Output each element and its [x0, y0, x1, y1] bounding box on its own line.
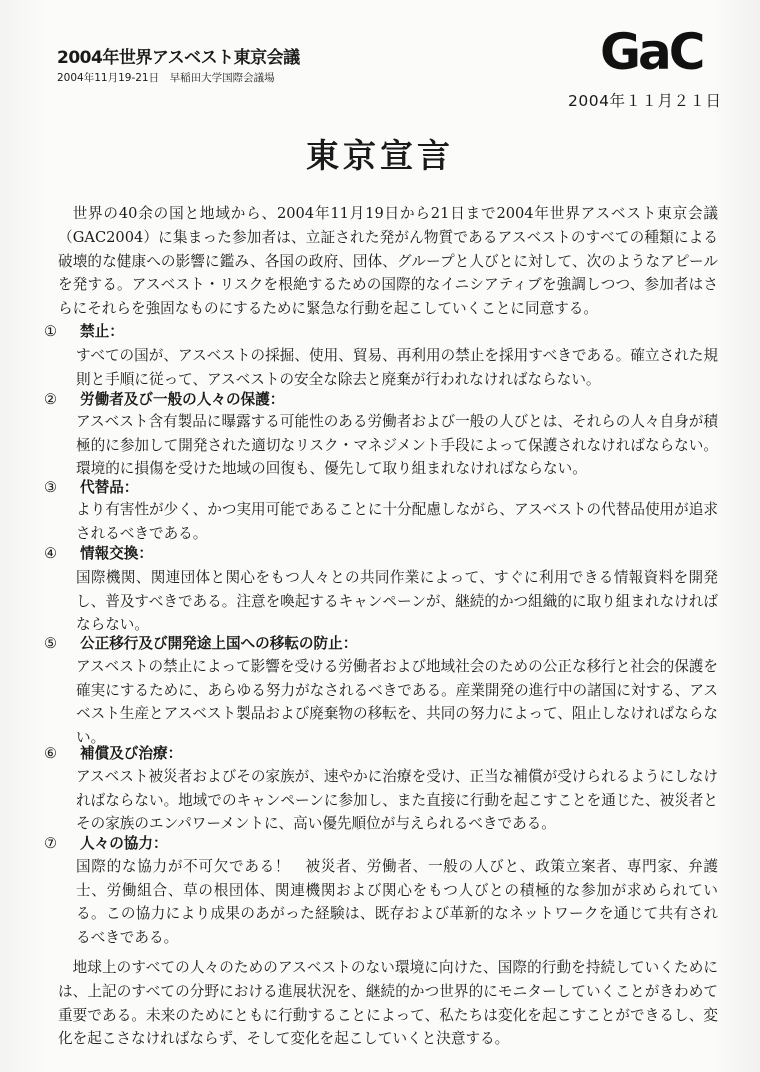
item-7-number: ⑦ — [44, 835, 58, 852]
intro-paragraph-block — [58, 202, 718, 321]
item-5-title: 公正移行及び開発途上国への移転の防止： — [80, 635, 358, 652]
item-1-title: 禁止： — [80, 323, 124, 340]
item-1-heading — [44, 320, 124, 341]
item-6-heading — [44, 742, 182, 763]
item-7-text: 国際的な協力が不可欠である！ 被災者、労働者、一般の人びと、政策立案者、専門家、弁護士、労働組合、草の根団体、関連機関および関心をもつ人びとの積極的な参加が求められている。この協力により成果のあがった経験は、既存および革新的なネットワークを通じて共有されるべきである。 — [76, 858, 718, 946]
item-5-text: アスベストの禁止によって影響を受ける労働者および地域社会のための公正な移行と社会的保護を確実にするために、あらゆる努力がなされるべきである。産業開発の進行中の諸国に対する、アスベスト生産とアスベスト製品および廃棄物の移転を、共同の努力によって、阻止しなければならない。 — [76, 658, 718, 746]
item-2-title: 労働者及び一般の人々の保護： — [80, 391, 285, 408]
item-1-number: ① — [44, 323, 58, 340]
item-4-title: 情報交換： — [80, 545, 153, 562]
item-3-text: より有害性が少く、かつ実用可能であることに十分配慮しながら、アスベストの代替品使用が追求されるべきである。 — [76, 501, 718, 542]
item-1-text: すべての国が、アスベストの採掘、使用、貿易、再利用の禁止を採用すべきである。確立された規則と手順に従って、アスベストの安全な除去と廃棄が行われなければならない。 — [76, 347, 718, 388]
item-3-number: ③ — [44, 479, 58, 496]
item-4-heading — [44, 542, 153, 563]
document-date: 2004年１１月２１日 — [568, 92, 722, 110]
item-5-heading — [44, 632, 357, 653]
conference-title: 2004年世界アスベスト東京会議 — [57, 48, 300, 68]
conference-subtitle: 2004年11月19-21日 早稲田大学国際会議場 — [57, 72, 275, 84]
item-2-text: アスベスト含有製品に曝露する可能性のある労働者および一般の人びとは、それらの人々自身が積極的に参加して開発された適切なリスク・マネジメント手段によって保護されなければならない。環境的に損傷を受けた地域の回復も、優先して取り組まれなければならない。 — [76, 413, 718, 478]
item-3-title: 代替品： — [80, 479, 139, 496]
intro-paragraph: 世界の40余の国と地域から、2004年11月19日から21日まで2004年世界アスベスト東京会議（GAC2004）に集まった参加者は、立証された発がん物質であるアスベストのすべての種類による破壊的な健康への影響に鑑み、各国の政府、団体、グループと人びとに対して、次のようなアピールを発する。アスベスト・リスクを根絶するための国際的なイニシアティブを強調しつつ、参加者はさらにそれらを強固なものにするために緊急な行動を起こしていくことに同意する。 — [58, 205, 718, 318]
closing-paragraph-block — [58, 956, 718, 1051]
closing-paragraph: 地球上のすべての人々のためのアスベストのない環境に向けた、国際的行動を持続していくためには、上記のすべての分野における進展状況を、継続的かつ世界的にモニターしていくことがきわめて重要である。未来のためにともに行動することによって、私たちは変化を起こすことができるし、変化を起こさなければならず、そして変化を起こしていくと決意する。 — [58, 959, 718, 1048]
gac-logo: GaC — [600, 23, 703, 81]
item-2-heading — [44, 388, 284, 409]
item-6-title: 補償及び治療： — [80, 745, 183, 762]
item-2-number: ② — [44, 391, 58, 408]
item-6-number: ⑥ — [44, 745, 58, 762]
item-4-number: ④ — [44, 545, 58, 562]
item-7-title: 人々の協力： — [80, 835, 168, 852]
item-3-heading — [44, 476, 138, 497]
item-4-text: 国際機関、関連団体と関心をもつ人々との共同作業によって、すぐに利用できる情報資料を開発し、普及すべきである。注意を喚起するキャンペーンが、継続的かつ組織的に取り組まれなければならない。 — [76, 569, 718, 634]
item-7-heading — [44, 832, 168, 853]
item-5-number: ⑤ — [44, 635, 58, 652]
item-6-text: アスベスト被災者およびその家族が、速やかに治療を受け、正当な補償が受けられるようにしなければならない。地域でのキャンペーンに参加し、また直接に行動を起こすことを通じた、被災者とその家族のエンパワーメントに、高い優先順位が与えられるべきである。 — [76, 768, 718, 833]
declaration-title: 東京宣言 — [306, 136, 454, 175]
